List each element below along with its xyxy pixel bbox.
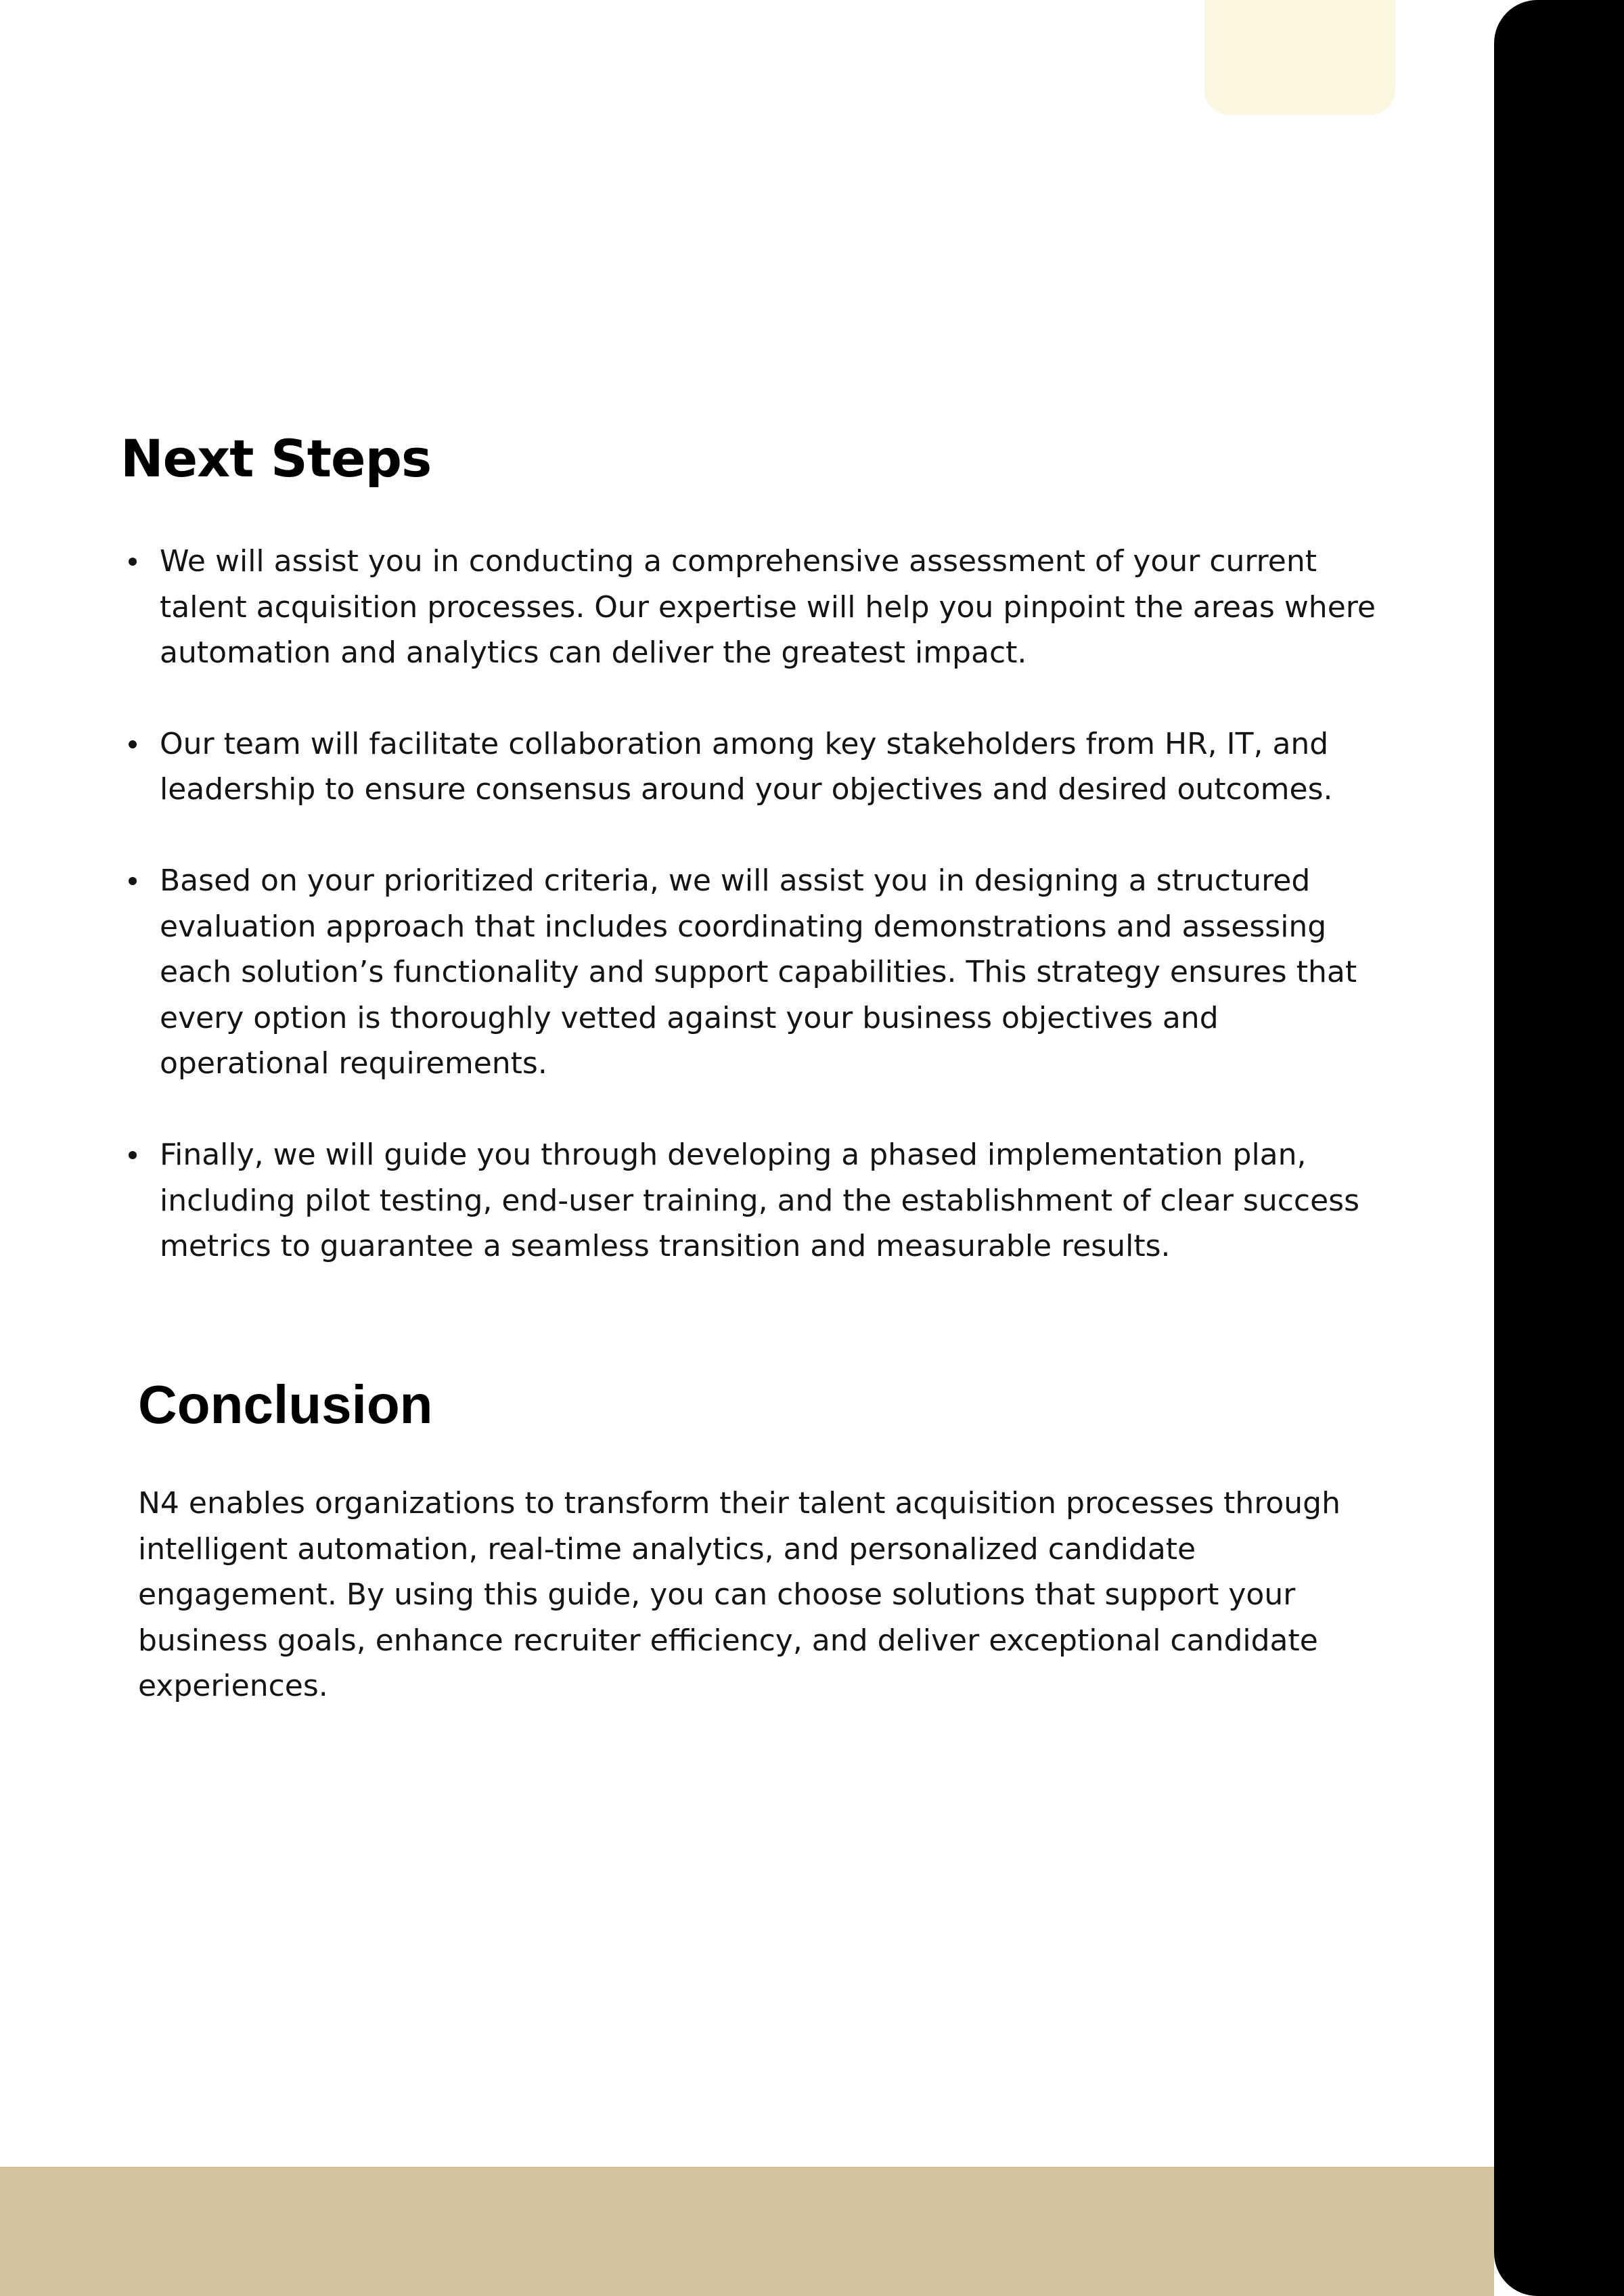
- bullet-icon: [129, 740, 137, 748]
- list-item-text: Our team will facilitate collaboration among key stakeholders from HR, IT, and leadership to ensure consensus around your objectives and desired outcomes.: [160, 726, 1333, 807]
- decorative-top-tab: [1204, 0, 1395, 115]
- list-item-text: Finally, we will guide you through developing a phased implementation plan, including pilot testing, end-user training, and the establishment of clear success metrics to guarantee a seamless transition and measurable results.: [160, 1137, 1360, 1264]
- bullet-icon: [129, 1151, 137, 1159]
- decorative-bottom-band: [0, 2167, 1494, 2296]
- list-item: [120, 721, 1379, 813]
- bullet-icon: [129, 558, 137, 566]
- next-steps-heading: Next Steps: [120, 428, 432, 489]
- conclusion-heading: Conclusion: [138, 1374, 433, 1435]
- list-item: [120, 858, 1379, 1087]
- decorative-side-bar: [1494, 0, 1624, 2296]
- list-item-text: Based on your prioritized criteria, we will assist you in designing a structured evaluation approach that includes coordinating demonstrations and assessing each solution’s functionality and support capabilities. This strategy ensures that every option is thoroughly vetted against your business objectives and operational requirements.: [160, 863, 1357, 1081]
- next-steps-list: [120, 539, 1379, 1315]
- bullet-icon: [129, 877, 137, 885]
- list-item-text: We will assist you in conducting a comprehensive assessment of your current talent acquisition processes. Our expertise will help you pinpoint the areas where automation and analytics can deliver the greatest impact.: [160, 544, 1376, 671]
- list-item: [120, 1132, 1379, 1269]
- conclusion-paragraph: N4 enables organizations to transform their talent acquisition processes through intelligent automation, real-time analytics, and personalized candidate engagement. By using this guide, you can choose solutions that support your business goals, enhance recruiter efficiency, and deliver exceptional candidate experiences.: [138, 1486, 1340, 1704]
- list-item: [120, 539, 1379, 676]
